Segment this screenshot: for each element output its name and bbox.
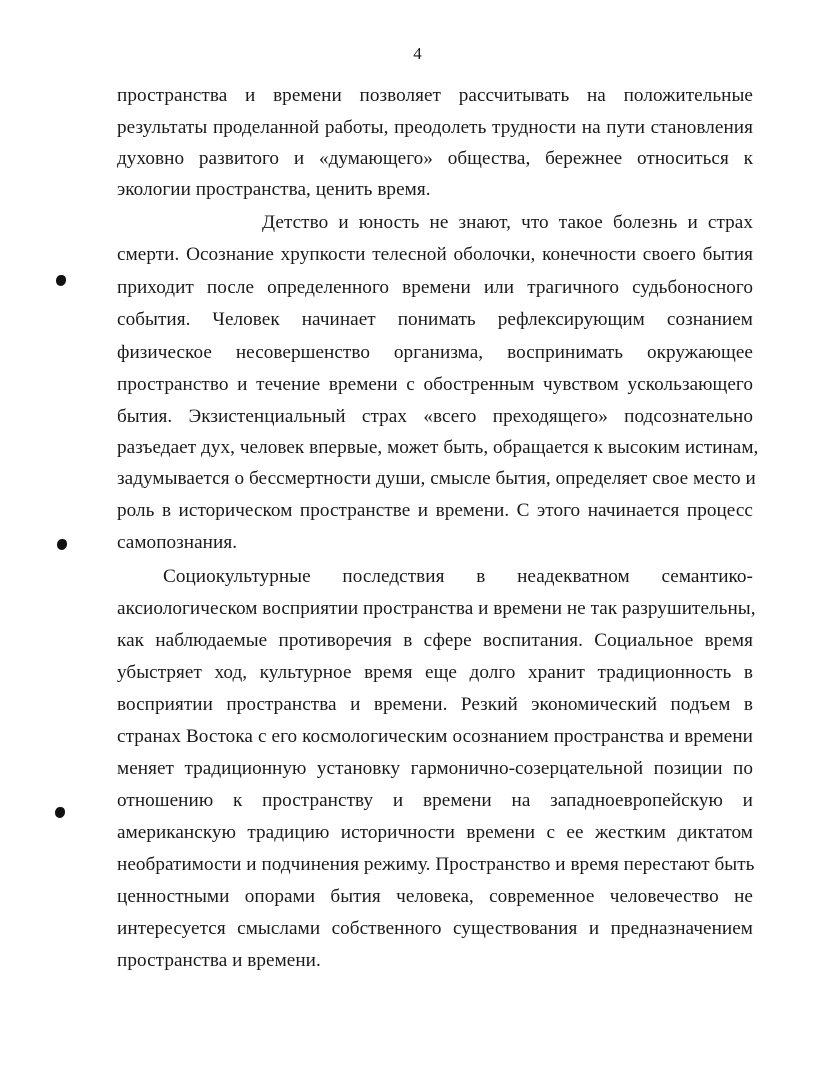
text-line: ценностными опорами бытия человека, современное человечество не bbox=[117, 886, 753, 907]
text-line: приходит после определенного времени или трагичного судьбоносного bbox=[117, 277, 753, 298]
text-line: события. Человек начинает понимать рефлексирующим сознанием bbox=[117, 309, 753, 330]
text-line: восприятии пространства и времени. Резкий экономический подъем в bbox=[117, 694, 753, 715]
text-line: пространства и времени позволяет рассчитывать на положительные bbox=[117, 85, 753, 106]
text-line: Детство и юность не знают, что такое болезнь и страх bbox=[262, 212, 753, 233]
text-line: пространства и времени. bbox=[117, 950, 321, 971]
text-line: физическое несовершенство организма, воспринимать окружающее bbox=[117, 342, 753, 363]
text-line: духовно развитого и «думающего» общества, бережнее относиться к bbox=[117, 148, 753, 169]
text-line: смерти. Осознание хрупкости телесной оболочки, конечности своего бытия bbox=[117, 244, 753, 265]
text-line: аксиологическом восприятии пространства и времени не так разрушительны, bbox=[117, 598, 756, 619]
punch-hole-mark bbox=[55, 807, 65, 818]
punch-hole-mark bbox=[57, 539, 67, 550]
text-line: самопознания. bbox=[117, 532, 238, 553]
text-line: бытия. Экзистенциальный страх «всего преходящего» подсознательно bbox=[117, 406, 753, 427]
punch-hole-mark bbox=[56, 275, 66, 286]
text-line: меняет традиционную установку гармонично-созерцательной позиции по bbox=[117, 758, 753, 779]
text-line: как наблюдаемые противоречия в сфере воспитания. Социальное время bbox=[117, 630, 753, 651]
text-line: отношению к пространству и времени на западноевропейскую и bbox=[117, 790, 753, 811]
text-line: Социокультурные последствия в неадекватном семантико- bbox=[163, 566, 753, 587]
text-line: роль в историческом пространстве и времени. С этого начинается процесс bbox=[117, 500, 753, 521]
text-line: экологии пространства, ценить время. bbox=[117, 179, 431, 200]
text-line: необратимости и подчинения режиму. Пространство и время перестают быть bbox=[117, 854, 755, 875]
text-line: задумывается о бессмертности души, смысле бытия, определяет свое место и bbox=[117, 468, 756, 489]
text-line: пространство и течение времени с обостренным чувством ускользающего bbox=[117, 374, 753, 395]
text-line: убыстряет ход, культурное время еще долго хранит традиционность в bbox=[117, 662, 753, 683]
text-line: разъедает дух, человек впервые, может быть, обращается к высоким истинам, bbox=[117, 437, 759, 458]
text-line: странах Востока с его космологическим осознанием пространства и времени bbox=[117, 726, 753, 747]
text-line: результаты проделанной работы, преодолеть трудности на пути становления bbox=[117, 117, 753, 138]
text-line: интересуется смыслами собственного существования и предназначением bbox=[117, 918, 753, 939]
page-number: 4 bbox=[413, 44, 422, 63]
text-line: американскую традицию историчности времени с ее жестким диктатом bbox=[117, 822, 753, 843]
